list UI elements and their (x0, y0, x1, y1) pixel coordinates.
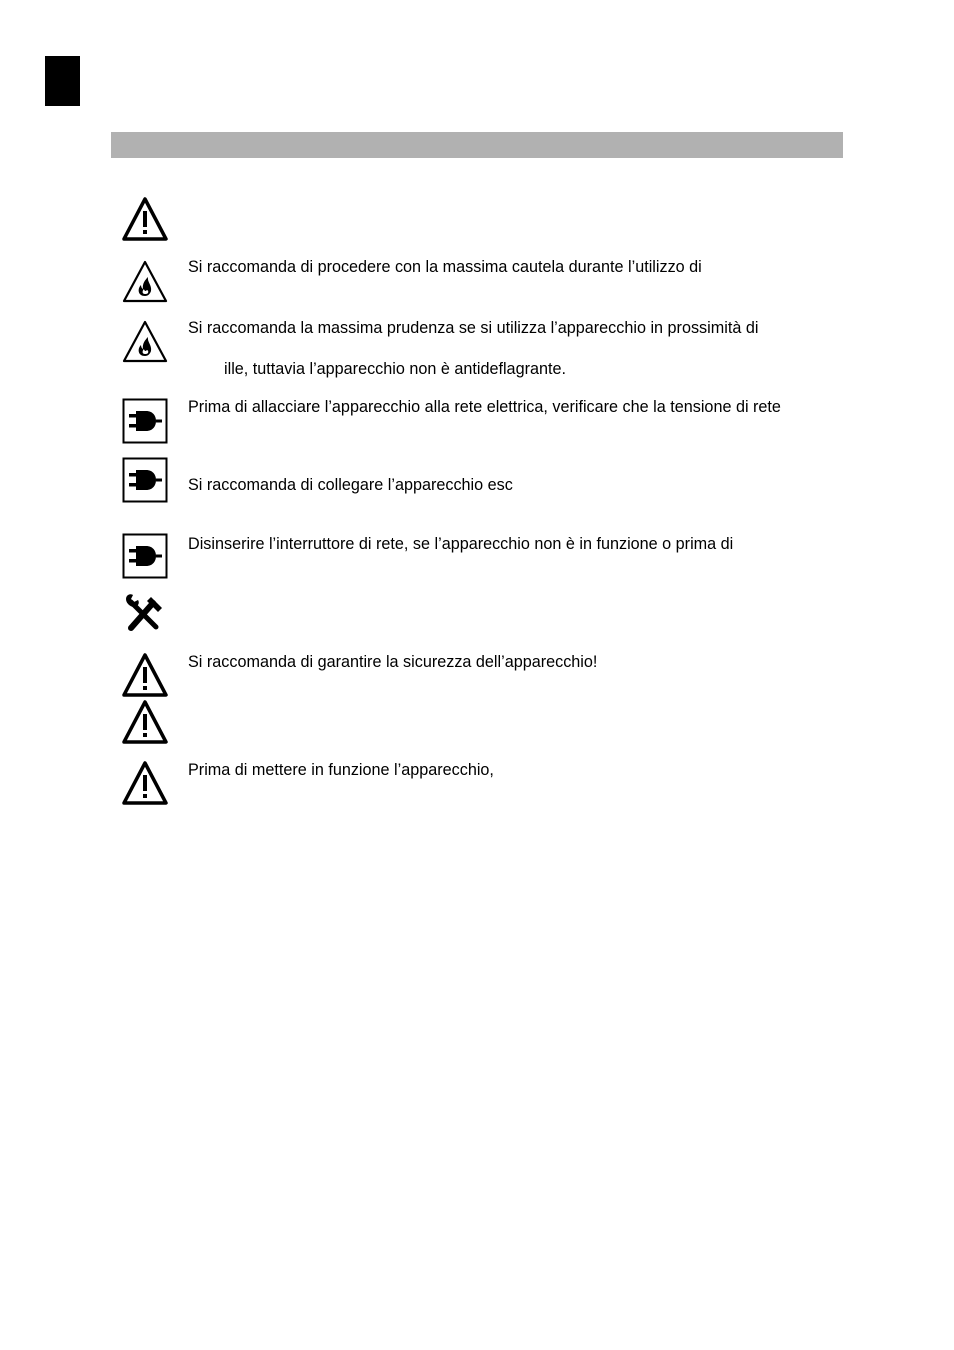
flammable-warning-icon (122, 318, 168, 364)
body-text: Si raccomanda di garantire la sicurezza dell’apparecchio! (188, 653, 598, 671)
page-corner-tab (45, 56, 80, 106)
plug-icon (122, 457, 168, 503)
warning-icon (122, 760, 168, 806)
warning-icon (122, 196, 168, 242)
tools-icon (122, 590, 168, 636)
body-text: Si raccomanda di procedere con la massima cautela durante l’utilizzo di (188, 258, 702, 276)
body-text: Si raccomanda la massima prudenza se si utilizza l’apparecchio in prossimità di (188, 319, 759, 337)
body-text: ille, tuttavia l’apparecchio non è antideflagrante. (224, 360, 566, 378)
warning-icon (122, 652, 168, 698)
section-header-bar (111, 132, 843, 158)
body-text: Prima di allacciare l’apparecchio alla rete elettrica, verificare che la tensione di rete (188, 398, 781, 416)
body-text: Si raccomanda di collegare l’apparecchio esc (188, 476, 513, 494)
body-text: Disinserire l’interruttore di rete, se l’apparecchio non è in funzione o prima di (188, 535, 734, 553)
warning-icon (122, 699, 168, 745)
plug-icon (122, 533, 168, 579)
body-text: Prima di mettere in funzione l’apparecchio, (188, 761, 494, 779)
flammable-warning-icon (122, 258, 168, 304)
plug-icon (122, 398, 168, 444)
